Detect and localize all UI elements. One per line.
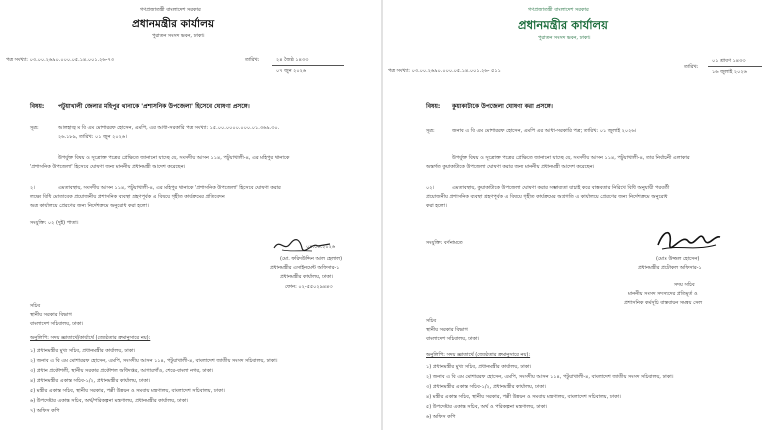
signature-icon [654,225,724,253]
govt-title: গণপ্রজাতন্ত্রী বাংলাদেশ সরকার [528,7,589,13]
cc-item: ৩) প্রধান প্রকৌশলী, স্থানীয় সরকার প্রকৌশল অধিদপ্তর, আগারগাঁও, শেরে-বাংলা নগর, ঢাকা। [30,368,214,374]
para-number: ২। [30,185,36,191]
date-label: তারিখ: [684,64,699,70]
memo-number: পত্র সংখ্যা: ০৩.০০.২৬৯০.০০০.০৫.১৪.০০১.২৬- ৫১১ [388,68,501,74]
cc-item: ৭) অফিস কপি [30,408,60,414]
cc-title: অনুলিপি: সদয় জ্ঞাতার্থে (জ্যেষ্ঠতার ক্রমানুসারে নয়): [426,352,531,358]
body-line: লক্ষ্যে বিধি মোতাবেক প্রয়োজনীয় প্রশাসনিক ব্যবস্থা গ্রহণপূর্বক এ বিষয়ে গৃহীত কার্যক্রমের প্রতিবেদন [30,194,225,200]
recipient-line: স্থানীয় সরকার বিভাগ [426,327,468,333]
reference-line: আলহাজ্ব ম বি এম মোশাররফ হোসেন, এমপি, এর আধা-সরকারি পত্র সংখ্যা: ১৫.০০.০০০০.০০০.০১.৩৬৯.৩০. [58,125,280,131]
left-letter [0,0,380,430]
date-rule [272,65,344,66]
cc-item: ১) প্রধানমন্ত্রীর মুখ্য সচিব, প্রধানমন্ত্রীর কার্যালয়, ঢাকা। [426,364,532,370]
recipient-line: সচিব [426,318,437,324]
signatory-title: প্রধানমন্ত্রীর এসাইনমেন্ট অফিসার-১ [270,265,340,271]
date-english: ১৬ জুলাই ২০২৬ [712,69,747,75]
cc-item: ২) জনাব এ বি এম মোশাররফ হোসেন, এমপি, সংসদীয় আসন ১১৪, পটুয়াখালী-৪, বাংলাদেশ জাতীয় সংসদ সচিবালয়, ঢাকা। [30,358,278,364]
signatory-office: প্রধানমন্ত্রীর কার্যালয়, ঢাকা। [280,274,334,280]
office-title: প্রধানমন্ত্রীর কার্যালয় [518,18,608,32]
office-address: পুরাতন সংসদ ভবন, ঢাকা। [538,35,591,41]
para-number: ০২। [426,185,435,191]
body-line: উপর্যুক্ত বিষয় ও সূত্রোক্ত পত্রের প্রেক্ষিতে জানানো যাচ্ছে যে, সংসদীয় আসন ১১৪, পটুয়াখালী-৪, এর মহিপুর থানাকে [58,155,290,161]
cc-item: ৫) উপদেষ্টার একান্ত সচিব, অর্থ ও পরিকল্পনা মন্ত্রণালয়, ঢাকা। [426,404,548,410]
signatory-name: (মো. ফরিদউদ্দিন আল হেলাল) [280,256,343,262]
cc-item: ৬) অফিস কপি [426,414,456,420]
body-line: প্রয়োজনীয় প্রশাসনিক ব্যবস্থা গ্রহণপূর্বক এ বিষয়ে গৃহীত কার্যক্রমের অগ্রগতি এ কার্যালয়ে প্রেরণের জন্য নির্দেশক্রমে অনুরোধ [426,194,668,200]
reference-line: ২৬.১৮৯, তারিখ: ০১ জুন ২০২৬। [58,134,127,140]
signature-date: ০৭.০৬.২০২৬ [306,244,336,250]
body-line: অত্র কার্যালয়ে প্রেরণের জন্য নির্দেশক্রমে অনুরোধ করা হলো। [30,203,149,209]
cc-item: ৫) মন্ত্রীর একান্ত সচিব, স্থানীয় সরকার, পল্লী উন্নয়ন ও সমবায় মন্ত্রণালয়, বাংলাদেশ সচিবালয়, ঢাকা। [30,388,225,394]
recipient-line: বাংলাদেশ সচিবালয়, ঢাকা। [426,336,480,342]
cc-item: ২) জনাব এ বি এম মোশাররফ হোসেন, এমপি, সংসদীয় আসন ১১৪, পটুয়াখালী-৪, বাংলাদেশ জাতীয় সংসদ সচিবালয়, ঢাকা। [426,374,674,380]
body-line: উপর্যুক্ত বিষয় ও সূত্রোক্ত পত্রের প্রেক্ষিতে জানানো যাচ্ছে যে, সংসদীয় আসন ১১৪, পটুয়াখালী-৪, তার নির্বাচনী এলাকার [452,155,690,161]
copy-line: সদয় সচিব [674,282,695,288]
date-bangla: ০১ শ্রাবণ ১৪৩৩ [712,58,746,64]
subject-text: কুয়াকাটাকে উপজেলা ঘোষণা করা প্রসঙ্গে। [452,103,553,110]
govt-title: গণপ্রজাতন্ত্রী বাংলাদেশ সরকার [140,7,201,13]
office-address: পুরাতন সংসদ ভবন, ঢাকা। [152,33,205,39]
body-line: 'প্রশাসনিক উপজেলা' হিসেবে ঘোষণা জন্য মাননীয় প্রধানমন্ত্রী আদেশ করেছেন। [30,164,186,170]
cc-item: ৩) প্রধানমন্ত্রীর একান্ত সচিব-১/২, প্রধানমন্ত্রীর কার্যালয়, ঢাকা। [426,384,547,390]
body-line: অন্তর্গত কুয়াকাটাকে উপজেলা ঘোষণা করার জন্য মাননীয় প্রধানমন্ত্রী আদেশ করেছেন। [426,164,595,170]
date-bangla: ২৪ জৈষ্ঠ ১৪৩৩ [276,57,309,63]
cc-item: ৪) প্রধানমন্ত্রীর একান্ত সচিব-১/২, প্রধানমন্ত্রীর কার্যালয়, ঢাকা। [30,378,151,384]
reference-label: সূত্র: [30,125,39,131]
recipient-line: স্থানীয় সরকার বিভাগ [30,312,72,318]
office-title: প্রধানমন্ত্রীর কার্যালয় [132,18,215,30]
cc-item: ৪) মন্ত্রীর একান্ত সচিব, স্থানীয় সরকার, পল্লী উন্নয়ন ও সমবায় মন্ত্রণালয়, বাংলাদেশ সচিবালয়, ঢাকা। [426,394,621,400]
subject-text: পটুয়াখালী জেলার মহিপুর থানাকে 'প্রশাসনিক উপজেলা' হিসেবে ঘোষণা প্রসঙ্গে। [58,103,250,110]
cc-item: ৬) উপদেষ্টার একান্ত সচিব, অর্থ/পরিকল্পনা মন্ত্রণালয়, প্রধানমন্ত্রীর কার্যালয়, ঢাকা। [30,398,189,404]
date-rule [708,66,762,67]
page-divider [381,0,383,430]
reference-label: সূত্র: [426,128,435,134]
subject-label: বিষয়: [426,103,441,110]
body-line: এমতাবস্থায়, কুয়াকাটাকে উপজেলা ঘোষণা করার সম্ভাব্যতা যাচাই করে বাস্তবতার নিরিখে বিধি অনুযায়ী পরবর্তী [452,185,670,191]
cc-title: অনুলিপি: সদয় জ্ঞাতার্থে/কার্যার্থে (জ্যেষ্ঠতার ক্রমানুসারে নয়): [30,335,151,341]
subject-label: বিষয়: [30,103,45,110]
copy-line: মাননীয় সংসদ সদস্যদের প্রতিমূর্ত ও [628,291,698,297]
attachment-note: সংযুক্তি: ০২ (দুই) পাতা। [30,220,79,226]
date-english: ০৭ জুন ২০২৬ [276,68,307,74]
body-line: করা হলো। [426,203,447,209]
right-letter [384,0,766,430]
copy-line: প্রশাসনিক কর্মসূচি বাস্তবায়ন সমন্বয় সেল [624,300,703,306]
reference-line: জনাব এ বি এম মোশাররফ হোসেন, এমপি এর আধা-সরকারি পত্র; তারিখ: ০১ জুলাই ২০২৬। [452,128,637,134]
cc-item: ১) প্রধানমন্ত্রীর মুখ্য সচিব, প্রধানমন্ত্রীর কার্যালয়, ঢাকা। [30,348,136,354]
attachment-note: সংযুক্তি: বর্ণনামতে [426,240,463,246]
signatory-title: প্রধানমন্ত্রীর প্রটোকল অফিসার-১ [638,265,702,271]
recipient-line: সচিব [30,303,41,309]
body-line: এমতাবস্থায়, সংসদীয় আসন ১১৪, পটুয়াখালী-৪, এর মহিপুর থানাকে 'প্রশাসনিক উপজেলা' হিসেবে ঘোষণা করার [58,185,281,191]
memo-number: পত্র সংখ্যা: ০৩.০০.২৬৯০.০০০.০৫.১৪.০০১.২৬-৭৩ [6,57,114,63]
signatory-phone: ফোন: ০২-৫৫০২৯৪৪৩ [285,284,333,290]
signatory-name: (মোঃ উজ্জল হোসেন) [656,256,700,262]
recipient-line: বাংলাদেশ সচিবালয়, ঢাকা। [30,321,84,327]
date-label: তারিখ: [245,57,260,63]
